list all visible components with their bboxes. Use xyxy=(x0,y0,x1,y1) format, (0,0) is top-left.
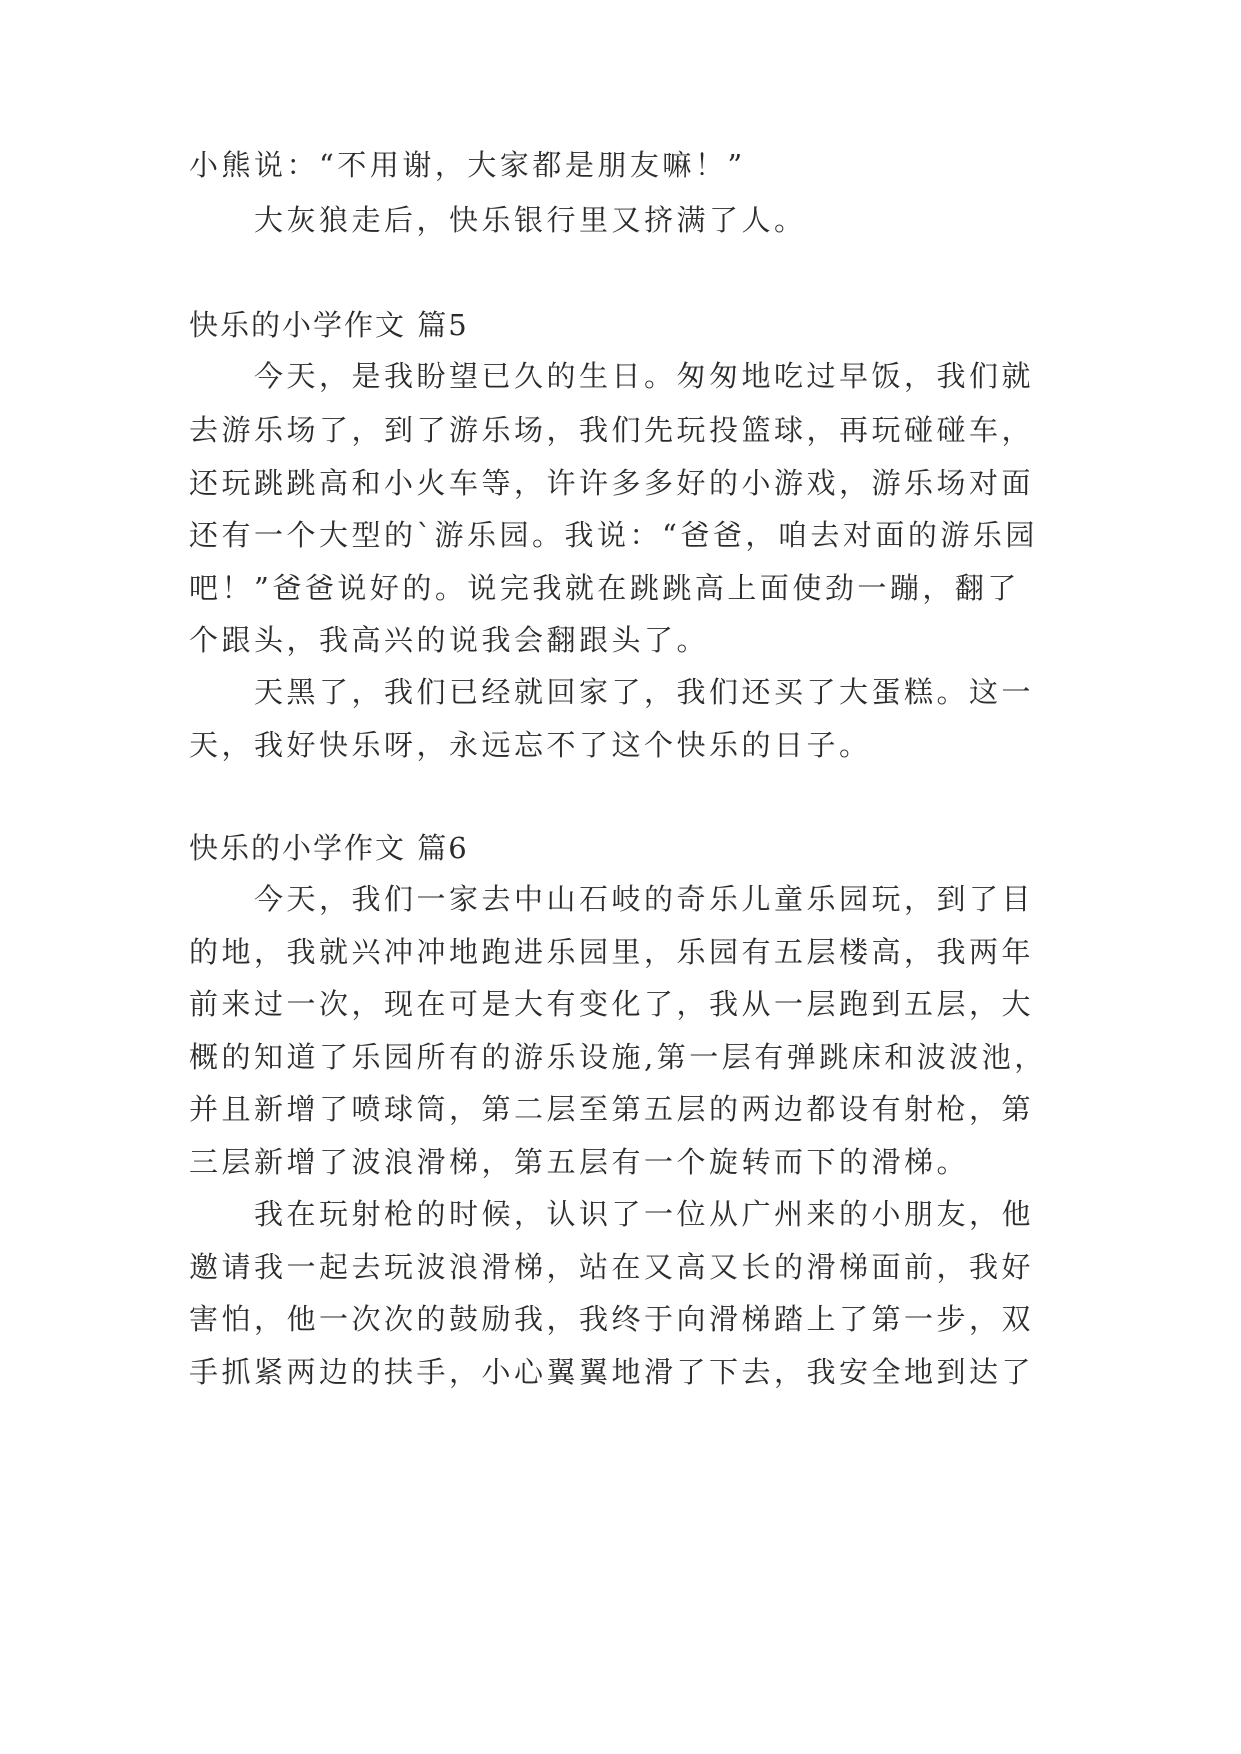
text-line: 还有一个大型的`游乐园。我说：“爸爸，咱去对面的游乐园 xyxy=(189,518,1038,552)
text-line: 天黑了，我们已经就回家了，我们还买了大蛋糕。这一 xyxy=(254,675,1035,709)
text-line: 邀请我一起去玩波浪滑梯，站在又高又长的滑梯面前，我好 xyxy=(189,1250,1035,1284)
section-heading: 快乐的小学作文 篇6 xyxy=(189,831,469,865)
text-line: 害怕，他一次次的鼓励我，我终于向滑梯踏上了第一步，双 xyxy=(189,1302,1035,1336)
text-line: 并且新增了喷球筒，第二层至第五层的两边都设有射枪，第 xyxy=(189,1092,1035,1126)
text-line: 概的知道了乐园所有的游乐设施,第一层有弹跳床和波波池， xyxy=(189,1040,1047,1074)
text-line: 三层新增了波浪滑梯，第五层有一个旋转而下的滑梯。 xyxy=(189,1145,970,1179)
text-line: 吧！”爸爸说好的。说完我就在跳跳高上面使劲一蹦，翻了 xyxy=(189,571,1020,605)
section-heading: 快乐的小学作文 篇5 xyxy=(189,308,469,342)
text-line: 今天，是我盼望已久的生日。匆匆地吃过早饭，我们就 xyxy=(254,359,1035,393)
text-line: 大灰狼走后，快乐银行里又挤满了人。 xyxy=(254,203,807,237)
text-line: 今天，我们一家去中山石岐的奇乐儿童乐园玩，到了目 xyxy=(254,882,1035,916)
text-line: 我在玩射枪的时候，认识了一位从广州来的小朋友，他 xyxy=(254,1197,1035,1231)
text-line: 去游乐场了，到了游乐场，我们先玩投篮球，再玩碰碰车， xyxy=(189,413,1035,447)
text-line: 还玩跳跳高和小火车等，许许多多好的小游戏，游乐场对面 xyxy=(189,466,1035,500)
text-line: 个跟头，我高兴的说我会翻跟头了。 xyxy=(189,623,710,657)
text-line: 天，我好快乐呀，永远忘不了这个快乐的日子。 xyxy=(189,728,872,762)
text-line: 前来过一次，现在可是大有变化了，我从一层跑到五层，大 xyxy=(189,987,1035,1021)
text-line: 手抓紧两边的扶手，小心翼翼地滑了下去，我安全地到达了 xyxy=(189,1355,1035,1389)
text-line: 小熊说：“不用谢，大家都是朋友嘛！” xyxy=(189,148,746,182)
text-line: 的地，我就兴冲冲地跑进乐园里，乐园有五层楼高，我两年 xyxy=(189,935,1035,969)
